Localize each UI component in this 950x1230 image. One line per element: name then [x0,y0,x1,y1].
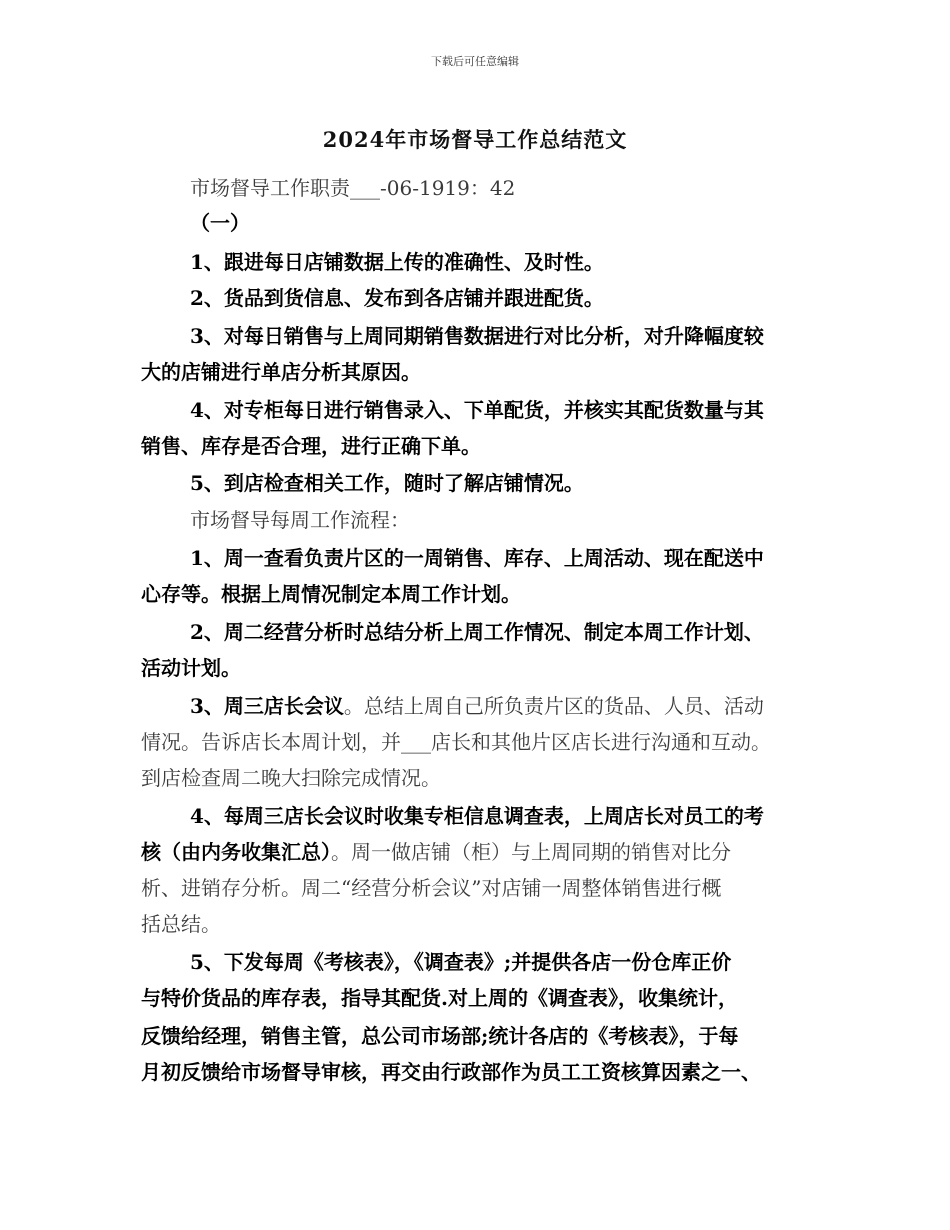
paragraph-line [141,358,421,386]
text-run: 3、对每日销售与上周同期销售数据进行对比分析，对升降幅度较 [190,324,764,348]
text-run: 1、周一查看负责片区的一周销售、库存、上周活动、现在配送中 [190,546,764,570]
text-run: 情况。告诉店长本周计划，并___店长和其他片区店长进行沟通和互动。 [141,730,771,754]
paragraph-line [190,209,250,237]
text-run: 2、周二经营分析时总结分析上周工作情况、制定本周工作计划、 [190,620,764,644]
paragraph-line [190,396,764,424]
page-header: 下载后可任意编辑 [431,55,519,68]
paragraph-line [190,174,515,202]
text-run: （一） [190,211,250,235]
paragraph-line [141,580,521,608]
paragraph-line [141,1022,738,1050]
paragraph-line [190,948,731,976]
text-run: 。周一做店铺（柜）与上周同期的销售对比分 [331,840,731,864]
text-run: 5、到店检查相关工作，随时了解店铺情况。 [190,471,584,495]
paragraph-line [141,728,771,756]
paragraph-line [190,248,604,276]
text-run: 2、货品到货信息、发布到各店铺并跟进配货。 [190,286,604,310]
text-run: 括总结。 [141,912,221,936]
text-run: 活动计划。 [141,656,241,680]
text-run: 析、进销存分析。周二“经营分析会议”对店铺一周整体销售进行概 [141,876,722,900]
text-run: 市场督导每周工作流程： [190,508,410,532]
text-run: 销售、库存是否合理，进行正确下单。 [141,434,481,458]
paragraph-line [141,984,738,1012]
text-run: 大的店铺进行单店分析其原因。 [141,360,421,384]
text-run: 4、对专柜每日进行销售录入、下单配货，并核实其配货数量与其 [190,398,764,422]
text-run: 月初反馈给市场督导审核，再交由行政部作为员工工资核算因素之一、 [141,1060,761,1084]
text-run: 核（由内务收集汇总） [141,840,331,864]
paragraph-line [141,432,481,460]
paragraph-line [190,544,764,572]
paragraph-line [141,874,721,902]
text-run: 市场督导工作职责___-06-1919：42 [190,176,516,200]
text-run: 5、下发每周《考核表》，《调查表》;并提供各店一份仓库正价 [190,950,732,974]
paragraph-line [141,764,441,792]
paragraph-line [141,838,731,866]
paragraph-line [190,322,764,350]
paragraph-line [190,618,764,646]
paragraph-line [190,469,584,497]
paragraph-line [141,654,241,682]
text-run: 到店检查周二晚大扫除完成情况。 [141,766,441,790]
document-title: 2024年市场督导工作总结范文 [322,127,628,152]
text-run: 反馈给经理，销售主管，总公司市场部;统计各店的《考核表》，于每 [141,1024,739,1048]
text-run: 3、周三店长会议 [190,694,344,718]
paragraph-line [190,284,604,312]
text-run: 1、跟进每日店铺数据上传的准确性、及时性。 [190,250,604,274]
paragraph-line [190,692,764,720]
paragraph-line [190,802,764,830]
text-run: 4、每周三店长会议时收集专柜信息调查表，上周店长对员工的考 [190,804,764,828]
text-run: 。总结上周自己所负责片区的货品、人员、活动 [343,694,764,718]
text-run: 与特价货品的库存表，指导其配货.对上周的《调查表》，收集统计， [141,986,738,1010]
text-run: 心存等。根据上周情况制定本周工作计划。 [141,582,521,606]
paragraph-line [141,1058,761,1086]
paragraph-line [190,506,410,534]
paragraph-line [141,910,221,938]
